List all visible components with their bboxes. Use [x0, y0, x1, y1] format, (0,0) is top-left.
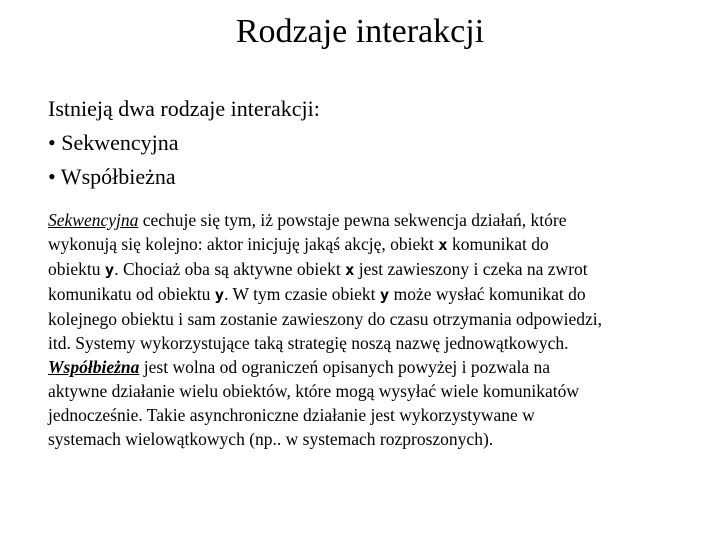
object-y-label: y	[104, 261, 115, 279]
body-line-7	[48, 355, 688, 379]
body-text-segment: obiektu	[48, 259, 105, 279]
body-text-segment: cechuje się tym, iż powstaje pewna sekwencja działań, które	[138, 210, 567, 230]
body-line-6: itd. Systemy wykorzystujące taką strategię noszą nazwę jednowątkowych.	[48, 333, 569, 353]
object-x-label: x	[438, 236, 448, 254]
body-line-10: systemach wielowątkowych (np.. w systemach rozproszonych).	[48, 429, 494, 449]
body-paragraph	[48, 208, 688, 451]
body-text-segment: wykonują się kolejno: aktor inicjuję jakąś akcję, obiekt	[48, 234, 439, 254]
intro-list	[48, 92, 688, 194]
object-y-label: y	[214, 286, 225, 304]
body-line-4	[48, 282, 688, 307]
body-line-2	[48, 232, 688, 257]
body-text-segment: . W tym czasie obiekt	[224, 284, 380, 304]
body-text-segment: jest zawieszony i czeka na zwrot	[354, 259, 588, 279]
bullet-wspolbiezna: • Współbieżna	[48, 164, 176, 189]
body-text-segment: jest wolna od ograniczeń opisanych powyżej i pozwala na	[139, 357, 551, 377]
bullet-sekwencyjna: • Sekwencyjna	[48, 130, 179, 155]
body-line-1	[48, 208, 688, 232]
body-text-segment: . Chociaż oba są aktywne obiekt	[114, 259, 346, 279]
slide-title: Rodzaje interakcji	[235, 13, 485, 50]
term-sekwencyjna: Sekwencyjna	[48, 210, 139, 230]
intro-lead: Istnieją dwa rodzaje interakcji:	[48, 96, 320, 121]
body-line-8: aktywne działanie wielu obiektów, które mogą wysyłać wiele komunikatów	[48, 381, 580, 401]
body-text-segment: może wysłać komunikat do	[389, 284, 586, 304]
object-y-label: y	[379, 286, 390, 304]
body-line-9: jednocześnie. Takie asynchroniczne działanie jest wykorzystywane w	[48, 405, 535, 425]
term-wspolbiezna: Współbieżna	[48, 357, 140, 377]
body-line-5: kolejnego obiektu i sam zostanie zawieszony do czasu otrzymania odpowiedzi,	[48, 309, 602, 329]
body-text-segment: komunikat do	[447, 234, 549, 254]
body-text-segment: komunikatu od obiektu	[48, 284, 215, 304]
object-x-label: x	[345, 261, 355, 279]
body-line-3	[48, 257, 688, 282]
